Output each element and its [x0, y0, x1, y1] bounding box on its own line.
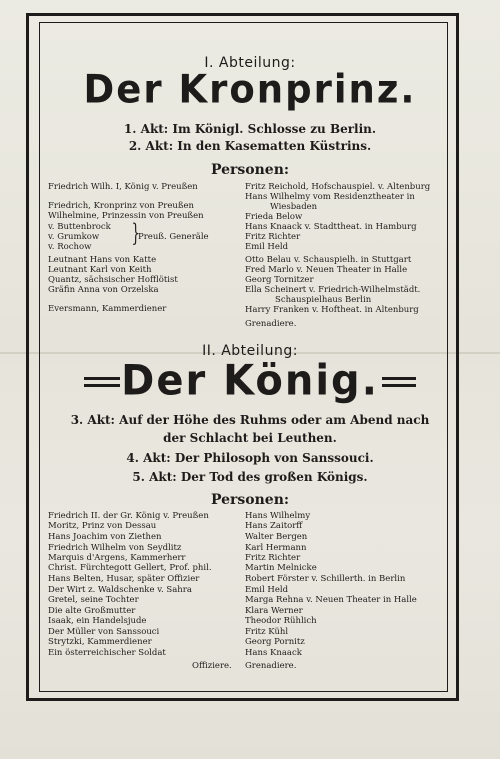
actor: Fritz Kühl	[245, 627, 289, 637]
part1-heading: I. Abteilung:	[204, 55, 296, 71]
role: v. Grumkow	[48, 232, 100, 242]
role: Christ. Fürchtegott Gellert, Prof. phil.	[48, 563, 212, 573]
part2-personen-label: Personen:	[210, 492, 290, 508]
role: v. Rochow	[48, 242, 92, 252]
role: Gretel, seine Tochter	[48, 595, 139, 605]
role: Leutnant Karl von Keith	[48, 265, 152, 275]
part2-act-5: 5. Akt: Der Tod des großen Königs.	[132, 470, 368, 484]
role: Ein österreichischer Soldat	[48, 648, 166, 658]
border-top-inner	[39, 22, 448, 23]
role: Wilhelmine, Prinzessin von Preußen	[48, 211, 204, 221]
role: Der Wirt z. Waldschenke v. Sahra	[48, 585, 192, 595]
actor: Schauspielhaus Berlin	[275, 295, 372, 305]
generals-bracket: }	[131, 219, 140, 247]
part1-extras: Grenadiere.	[245, 319, 297, 329]
actor: Fritz Reichold, Hofschauspiel. v. Altenburg	[245, 182, 431, 192]
actor: Otto Belau v. Schauspielh. in Stuttgart	[245, 255, 412, 265]
part1-act-2: 2. Akt: In den Kasematten Küstrins.	[128, 139, 372, 153]
part1-personen-label: Personen:	[210, 162, 290, 178]
role: Die alte Großmutter	[48, 606, 136, 616]
generals-bracket-label: Preuß. Generäle	[138, 232, 209, 242]
actor: Georg Tornitzer	[245, 275, 314, 285]
actor: Frieda Below	[245, 212, 303, 222]
role: Friedrich II. der Gr. König v. Preußen	[48, 511, 209, 521]
part2-act-3-cont: der Schlacht bei Leuthen.	[163, 431, 337, 445]
actor: Theodor Rühlich	[245, 616, 317, 626]
role: Hans Joachim von Ziethen	[48, 532, 162, 542]
actor: Fritz Richter	[245, 553, 301, 563]
border-bottom-outer	[26, 698, 459, 701]
actor: Wiesbaden	[270, 202, 318, 212]
part2-extras-grenadiers: Grenadiere.	[245, 661, 297, 671]
role: Gräfin Anna von Orzelska	[48, 285, 159, 295]
role: Hans Belten, Husar, später Offizier	[48, 574, 200, 584]
part2-title: Der König.	[121, 356, 379, 406]
actor: Robert Förster v. Schillerth. in Berlin	[245, 574, 406, 584]
actor: Emil Held	[245, 585, 289, 595]
actor: Walter Bergen	[245, 532, 308, 542]
role: Friedrich Wilhelm von Seydlitz	[48, 543, 182, 553]
border-top-outer	[26, 13, 459, 16]
actor: Fred Marlo v. Neuen Theater in Halle	[245, 265, 408, 275]
part2-act-3: 3. Akt: Auf der Höhe des Ruhms oder am Abend nach	[70, 413, 430, 427]
role: Der Müller von Sanssouci	[48, 627, 160, 637]
part1-act-1: 1. Akt: Im Königl. Schlosse zu Berlin.	[123, 122, 377, 136]
actor: Fritz Richter	[245, 232, 301, 242]
role: Friedrich, Kronprinz von Preußen	[48, 201, 195, 211]
role: Isaak, ein Handelsjude	[48, 616, 147, 626]
actor: Hans Zaitorff	[245, 521, 303, 531]
actor: Martin Melnicke	[245, 563, 317, 573]
part2-extras-officers: Offiziere.	[192, 661, 232, 671]
border-bottom-inner	[39, 691, 448, 692]
actor: Emil Held	[245, 242, 289, 252]
part2-act-4: 4. Akt: Der Philosoph von Sanssouci.	[126, 451, 374, 465]
actor: Georg Pornitz	[245, 637, 305, 647]
actor: Hans Knaack	[245, 648, 302, 658]
actor: Marga Rehna v. Neuen Theater in Halle	[245, 595, 417, 605]
role: Marquis d'Argens, Kammerherr	[48, 553, 186, 563]
role: Moritz, Prinz von Dessau	[48, 521, 157, 531]
role: Leutnant Hans von Katte	[48, 255, 157, 265]
actor: Karl Hermann	[245, 543, 307, 553]
actor: Harry Franken v. Hoftheat. in Altenburg	[245, 305, 419, 315]
actor: Hans Wilhelmy vom Residenztheater in	[245, 192, 415, 202]
role: v. Buttenbrock	[48, 222, 111, 232]
actor: Ella Scheinert v. Friedrich-Wilhelmstädt.	[245, 285, 421, 295]
actor: Hans Knaack v. Stadttheat. in Hamburg	[245, 222, 417, 232]
actor: Klara Werner	[245, 606, 303, 616]
role: Quantz, sächsischer Hofflötist	[48, 275, 178, 285]
role: Friedrich Wilh. I, König v. Preußen	[48, 182, 198, 192]
role: Eversmann, Kammerdiener	[48, 304, 167, 314]
actor: Hans Wilhelmy	[245, 511, 311, 521]
role: Strytzki, Kammerdiener	[48, 637, 152, 647]
part1-title: Der Kronprinz.	[83, 66, 417, 113]
part2-heading: II. Abteilung:	[202, 343, 298, 359]
